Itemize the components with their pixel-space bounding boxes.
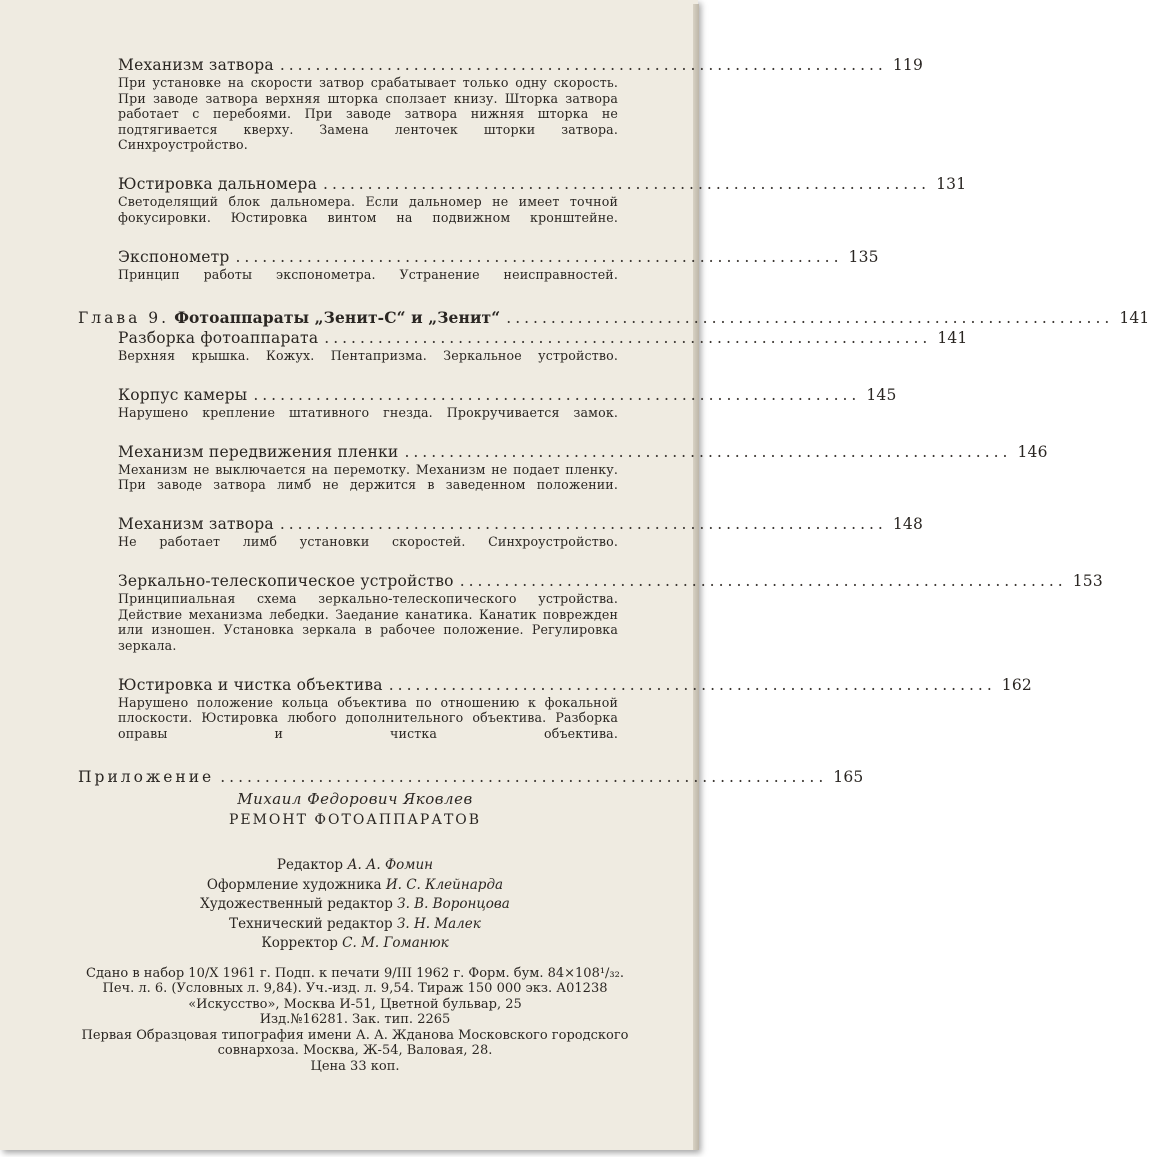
colophon-line: Цена 33 коп. [310, 1058, 400, 1074]
leader-dots: .................................................................... [459, 572, 1067, 590]
toc-entry-description: Принцип работы экспонометра. Устранение неисправностей. [118, 266, 618, 282]
toc-entry-description: Механизм не выключается на перемотку. Механизм не подает пленку. При заводе затвора лимб не держится в заведенном положении. [118, 461, 618, 492]
toc-entry [118, 55, 924, 168]
leader-dots: .................................................................... [279, 56, 887, 74]
toc-page-number: 141 [937, 328, 968, 347]
toc-appendix [78, 767, 864, 787]
credit-name: А. А. Фомин [347, 857, 434, 873]
toc-entry-description: При установке на скорости затвор срабатывает только одну скорость. При заводе затвора верхняя шторка сползает книзу. Шторка затвора работает с перебоями. При заводе затвора нижняя шторка не подтягивается кверху. Замена ленточек шторки затвора. Синхроустройство. [118, 75, 618, 152]
leader-dots: .................................................................... [220, 767, 828, 786]
credit-role: Художественный редактор [200, 896, 393, 912]
imprint [60, 790, 650, 1074]
credits [60, 856, 650, 954]
table-of-contents [78, 55, 1150, 787]
toc-entry [118, 247, 879, 298]
toc-entry-description: Нарушено положение кольца объектива по отношению к фокальной плоскости. Юстировка любого дополнительного объектива. Разборка оправы и чистка объектива. [118, 694, 618, 741]
leader-dots: .................................................................... [235, 247, 843, 266]
toc-page-number: 141 [1119, 308, 1150, 327]
toc-entry [118, 328, 968, 379]
leader-dots: .................................................................... [506, 308, 1114, 327]
toc-page-number: 148 [892, 515, 924, 533]
toc-entry-title: Механизм затвора [118, 515, 274, 533]
credit-role: Редактор [276, 857, 344, 873]
toc-entry-description: Светоделящий блок дальномера. Если дальномер не имеет точной фокусировки. Юстировка винтом на подвижном кронштейне. [118, 194, 618, 225]
toc-page-number: 153 [1072, 572, 1103, 590]
toc-page-number: 135 [848, 247, 879, 266]
leader-dots: .................................................................... [388, 675, 996, 694]
toc-entry-description: Нарушено крепление штативного гнезда. Прокручивается замок. [118, 404, 618, 420]
credit-name: И. С. Клейнарда [385, 876, 504, 893]
colophon-line: Сдано в набор 10/X 1961 г. Подп. к печати 9/III 1962 г. Форм. бум. 84×108¹/₃₂. [86, 965, 624, 981]
leader-dots: .................................................................... [404, 442, 1012, 461]
toc-page-number: 119 [892, 56, 924, 74]
credit-name: С. М. Гоманюк [342, 935, 449, 951]
toc-entry-title: Корпус камеры [118, 385, 248, 404]
toc-entry-title: Механизм передвижения пленки [118, 442, 399, 461]
toc-page-number: 146 [1017, 442, 1048, 461]
colophon-line: «Искусство», Москва И-51, Цветной бульвар, 25 [188, 996, 522, 1012]
toc-entry-title: Механизм затвора [118, 56, 274, 74]
toc-entry [118, 385, 897, 436]
colophon-line: совнархоза. Москва, Ж-54, Валовая, 28. [217, 1043, 493, 1058]
colophon [60, 966, 650, 1075]
toc-entry [118, 442, 1048, 509]
toc-entry-title: Юстировка и чистка объектива [118, 675, 383, 694]
credit-line [60, 876, 650, 896]
credit-name: З. Н. Малек [396, 915, 481, 932]
leader-dots: .................................................................... [279, 515, 887, 533]
toc-page-number: 165 [833, 767, 864, 786]
chapter-prefix: Глава 9. [78, 308, 170, 327]
credit-role: Технический редактор [229, 915, 393, 932]
toc-entry [118, 514, 924, 565]
toc-chapter [78, 307, 1150, 328]
leader-dots: .................................................................... [323, 175, 931, 193]
toc-entry-title: Юстировка дальномера [118, 175, 318, 193]
toc-page-number: 131 [936, 175, 967, 193]
toc-entry-title: Приложение [78, 767, 215, 786]
toc-entry-description: Не работает лимб установки скоростей. Синхроустройство. [118, 534, 618, 549]
toc-entry-title: Зеркально-телескопическое устройство [118, 572, 454, 590]
credit-role: Корректор [261, 935, 338, 951]
chapter-title: Фотоаппараты „Зенит-С“ и „Зенит“ [174, 307, 501, 327]
toc-entry-description: Верхняя крышка. Кожух. Пентапризма. Зеркальное устройство. [118, 347, 618, 363]
colophon-line: Печ. л. 6. (Условных л. 9,84). Уч.-изд. л. 9,54. Тираж 150 000 экз. А01238 [102, 981, 608, 996]
author-name: Михаил Федорович Яковлев [237, 790, 473, 808]
toc-page-number: 162 [1001, 675, 1032, 694]
credit-role: Оформление художника [206, 876, 382, 893]
colophon-line: Первая Образцовая типография имени А. А. Жданова Московского городского [81, 1027, 629, 1043]
toc-entry [118, 174, 967, 241]
toc-entry-title: Экспонометр [118, 247, 230, 266]
toc-entry-title: Разборка фотоаппарата [118, 328, 319, 347]
leader-dots: .................................................................... [324, 328, 932, 347]
toc-page-number: 145 [866, 385, 897, 404]
leader-dots: .................................................................... [253, 385, 861, 404]
colophon-line: Изд.№16281. Зак. тип. 2265 [259, 1012, 451, 1027]
credit-name: З. В. Воронцова [397, 896, 510, 912]
credit-line [60, 895, 650, 915]
credit-line [60, 915, 650, 935]
toc-entry-description: Принципиальная схема зеркально-телескопического устройства. Действие механизма лебедки. Заедание канатика. Канатик поврежден или изношен. Установка зеркала в рабочее положение. Регулировка зеркала. [118, 591, 618, 653]
book-title: РЕМОНТ ФОТОАППАРАТОВ [228, 812, 482, 828]
credit-line [60, 856, 650, 876]
toc-entry [118, 675, 1032, 757]
credit-line [60, 934, 650, 954]
toc-entry [118, 571, 1103, 669]
